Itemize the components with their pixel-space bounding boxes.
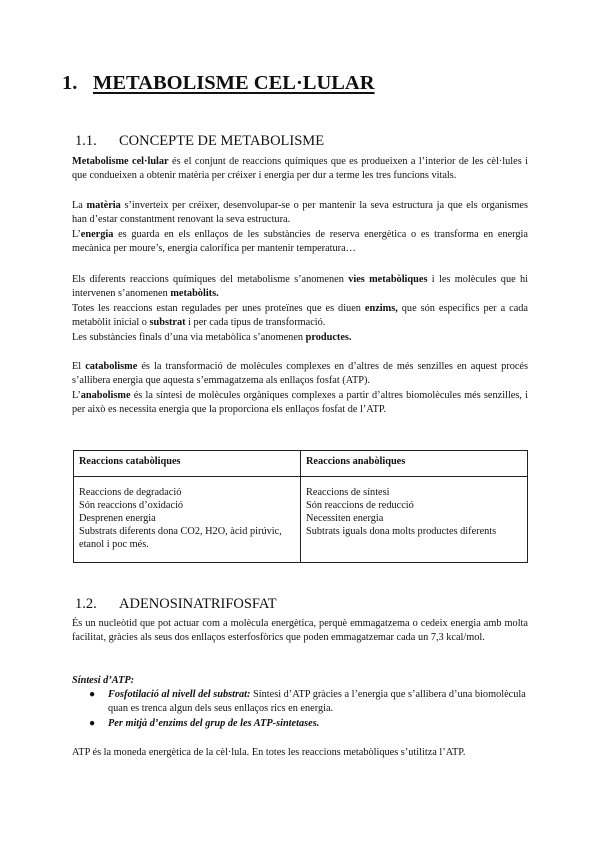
paragraph-text: és la transformació de molècules complexes en d’altres de més senzilles en aquest procés s’allibera energia que aquesta s’emmagatzema als enllaços fosfat (ATP). (72, 361, 528, 387)
paragraph-text: Les substàncies finals d’una via metabòlica s’anomenen (72, 332, 306, 343)
table-cell-line: Són reaccions de reducció (306, 500, 414, 511)
term-metabolits: metabòlits. (170, 288, 219, 300)
atp-synthesis-list (72, 688, 528, 731)
term-substrat: substrat (149, 317, 186, 329)
list-item (72, 688, 528, 717)
table-header-catabolic: Reaccions catabòliques (74, 451, 301, 477)
reactions-table (73, 450, 528, 563)
paragraph-text: L’ (72, 390, 81, 401)
table-cell-line: Reaccions de degradació (79, 487, 182, 498)
paragraph-text: s’inverteix per créixer, desenvolupar-se o per mantenir la seva estructura ja que els organismes han d’estar constantment renovant la seva estructura. (72, 200, 528, 226)
chapter-title: METABOLISME CEL·LULAR (93, 72, 375, 94)
atp-synthesis-heading (72, 674, 528, 688)
table-cell-line: Són reaccions d’oxidació (79, 500, 184, 511)
list-item-text: Síntesi d’ATP gràcies a l’energia que s’allibera d’una biomolècula quan es trenca algun dels seus enllaços rics en energia. (108, 689, 526, 715)
section-heading-1-2 (75, 596, 277, 613)
paragraph-atp-closing: ATP és la moneda energètica de la cèl·lula. En totes les reaccions metabòliques s’utilitza l’ATP. (72, 747, 466, 758)
section-number: 1.2. (75, 596, 97, 612)
paragraph-materia (72, 199, 528, 228)
table-cell-catabolic (74, 477, 301, 563)
paragraph-text: El (72, 361, 86, 372)
paragraph-text: Els diferents reaccions químiques del metabolisme s’anomenen (72, 274, 349, 285)
table-cell-anabolic (301, 477, 528, 563)
table-cell-line: Substrats diferents dona CO2, H2O, àcid pirúvic, etanol i poc més. (79, 526, 282, 550)
paragraph-text: L’ (72, 229, 81, 240)
section-title: ADENOSINATRIFOSFAT (119, 596, 277, 612)
list-item-title: Fosfotilació al nivell del substrat: (108, 689, 251, 700)
paragraph-text: Totes les reaccions estan regulades per unes proteïnes que es diuen (72, 303, 365, 314)
term-vies-metaboliques: vies metabòliques (348, 274, 428, 285)
chapter-number: 1. (62, 72, 78, 94)
section-heading-1-1 (75, 133, 324, 150)
term-enzims: enzims, (364, 303, 398, 314)
table-header-anabolic: Reaccions anabòliques (301, 451, 528, 477)
paragraph-productes (72, 331, 528, 345)
paragraph-anabolisme (72, 389, 528, 418)
paragraph-atp-intro: És un nucleòtid que pot actuar com a molècula energètica, perquè emmagatzema o cedeix energia amb molta facilitat, gràcies als seus dos enllaços esterfosfòrics que poden emmagatzemar cada un 7,3 kcal/mol. (72, 618, 528, 644)
paragraph-text: és el conjunt de reaccions químiques que es produeixen a l’interior de les cèl·lules i que condueixen a obtenir matèria per créixer i energia per dur a terme les tres funcions vitals. (72, 156, 528, 182)
paragraph-text: i per cada tipus de transformació. (185, 317, 326, 329)
paragraph-metabolism-definition (72, 155, 528, 184)
chapter-heading (62, 72, 375, 95)
table-header-row (74, 451, 528, 477)
table-row (74, 477, 528, 563)
term-materia: matèria (86, 200, 121, 211)
table-cell-line: Reaccions de síntesi (306, 487, 390, 498)
term-catabolisme: catabolisme (85, 361, 138, 372)
paragraph-vies-metaboliques (72, 273, 528, 302)
synthesis-heading-text: Síntesi d’ATP: (72, 675, 135, 686)
table-cell-line: Desprenen energia (79, 513, 156, 524)
list-item (72, 717, 528, 731)
paragraph-text: i les molècules que hi intervenen s’anomenen (72, 274, 528, 300)
term-energia: energia (80, 229, 114, 240)
paragraph-text: és la síntesi de molècules orgàniques complexes a partir d’altres biomolècules més senzilles, i per això es necessita energia que la proporciona els enllaços fosfat de l’ATP. (72, 390, 528, 416)
paragraph-text: es guarda en els enllaços de les substàncies de reserva energètica o es transforma en energia mecànica per moure’s, energia calorífica per mantenir temperatura… (72, 229, 528, 255)
bullet-icon: ● (89, 717, 96, 729)
paragraph-enzims (72, 302, 528, 331)
paragraph-catabolisme (72, 360, 528, 389)
term-metabolisme: Metabolisme cel·lular (72, 156, 169, 167)
paragraph-text: La (72, 200, 87, 211)
term-anabolisme: anabolisme (80, 390, 131, 401)
section-number: 1.1. (75, 133, 97, 149)
term-productes: productes. (305, 332, 352, 343)
table-cell-line: Subtrats iguals dona molts productes diferents (306, 526, 497, 537)
paragraph-energia (72, 228, 528, 257)
section-title: CONCEPTE DE METABOLISME (119, 133, 325, 149)
table-cell-line: Necessiten energia (306, 513, 384, 524)
paragraph-text: que són específics per a cada metabòlit inicial o (72, 303, 528, 329)
bullet-icon: ● (89, 689, 96, 700)
list-item-title: Per mitjà d’enzims del grup de les ATP-sintetases. (108, 717, 320, 729)
